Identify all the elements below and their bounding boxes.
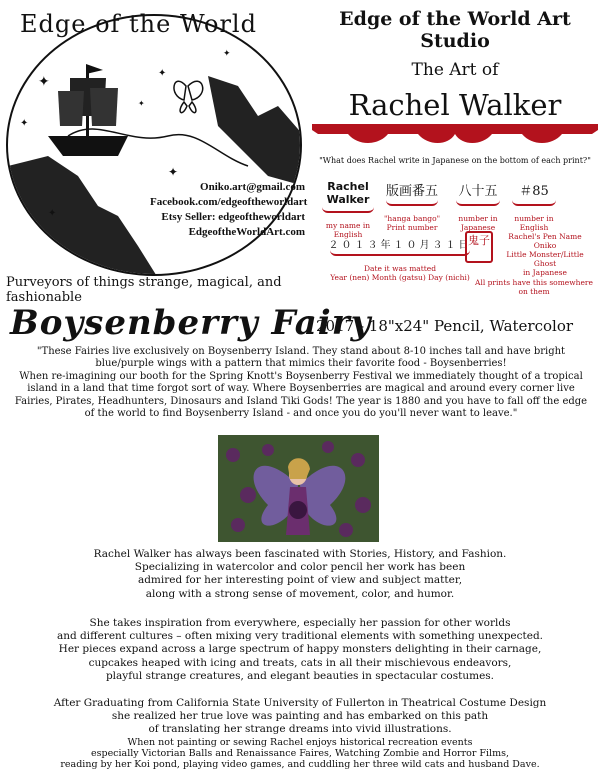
contact-block xyxy=(150,180,308,240)
contact-website[interactable]: EdgeoftheWorldArt.com xyxy=(188,226,305,238)
artist-name: Rachel Walker xyxy=(348,88,562,122)
tagline: Purveyors of things strange, magical, and fashionable xyxy=(6,275,282,305)
legend-item-english-name: Rachel Walker my name in English xyxy=(318,180,378,239)
bio-paragraph-1: Rachel Walker has always been fascinated with Stories, History, and Fashion. Specializing in watercolor and color pencil her work has been admired for her interesting point of view and subject matter, along with a strong sense of movement, color, and humor. xyxy=(93,548,507,600)
svg-text:✦: ✦ xyxy=(168,165,179,179)
land-mass-left xyxy=(8,156,158,276)
land-mass-right xyxy=(208,76,302,186)
svg-text:✦: ✦ xyxy=(223,49,231,59)
butterfly-icon xyxy=(174,81,203,112)
legend-item-japanese-number: 八十五 number in Japanese xyxy=(452,180,504,232)
bio-paragraph-4: When not painting or sewing Rachel enjoys historical recreation events especially Victorian Balls and Renaissance Faires, Watching Zombie and Horror Films, reading by her Koi pond, playing video games, and cuddling her three wild cats and husband Dave. xyxy=(60,737,540,770)
svg-text:✦: ✦ xyxy=(158,68,167,79)
artwork-description: "These Fairies live exclusively on Boysenberry Island. They stand about 8-10 inches tall and have bright blue/purple wings with a pattern that mimics their favorite food - Boysenberries! When re-imagining our booth for the Spring Knott's Boysenberry Festival we immediately thought of a tropical island in a land that time forgot sort of way. Where Boysenberries are magical and around every corner live Fairies, Pirates, Headhunters, Dinosaurs and Island Tiki Gods! The year is 1880 and you have to fall off the edge of the world to find Boysenberry Island - and once you do you'll never want to leave." xyxy=(14,346,588,420)
legend-question: "What does Rachel write in Japanese on the bottom of each print?" xyxy=(319,156,591,165)
legend-item-print-number: 版画番五 "hanga bango" Print number xyxy=(383,184,441,232)
contact-email[interactable]: Oniko.art@gmail.com xyxy=(200,181,305,193)
pen-name-stamp: 鬼子 xyxy=(465,231,493,263)
pen-name-label: Rachel's Pen Name Oniko Little Monster/Little Ghost in Japanese xyxy=(506,232,584,277)
svg-text:✦: ✦ xyxy=(48,208,57,219)
art-of-label: The Art of xyxy=(411,60,499,80)
date-underline xyxy=(330,250,470,256)
date-label: Date it was matted Year (nen) Month (gatsu) Day (nichi) xyxy=(330,264,470,282)
svg-text:✦: ✦ xyxy=(20,118,29,129)
bio-paragraph-2: She takes inspiration from everywhere, especially her passion for other worlds and different cultures – often mixing very traditional elements with something unexpected. Her pieces expand across a large spectrum of happy monsters delighting in their carnage, cupcakes heaped with icing and treats, cats in all their mischievous endeavors, playful strange creatures, and elegant beauties in spectacular costumes. xyxy=(56,617,544,682)
date-value: ２０１３年１０月３１日 xyxy=(328,240,472,251)
all-prints-note: All prints have this somewhere on them xyxy=(475,278,593,296)
artwork-image xyxy=(218,435,379,542)
ship-icon xyxy=(48,64,128,156)
logo-title: Edge of the World xyxy=(20,10,257,38)
artwork-medium: 2017 - 18"x24" Pencil, Watercolor xyxy=(316,317,574,335)
svg-text:✦: ✦ xyxy=(138,99,145,108)
contact-facebook[interactable]: Facebook.com/edgeoftheworldart xyxy=(150,196,308,208)
ornamental-divider xyxy=(312,124,598,148)
artwork-title: Boysenberry Fairy xyxy=(10,303,372,343)
svg-text:✦: ✦ xyxy=(38,74,50,90)
studio-name: Edge of the World Art Studio xyxy=(339,8,571,52)
bio-paragraph-3: After Graduating from California State University of Fullerton in Theatrical Costume Design she realized her true love was painting and has embarked on this path of translating her strange dreams into vivid illustrations. xyxy=(53,697,547,736)
contact-etsy[interactable]: Etsy Seller: edgeoftheworldart xyxy=(161,211,305,223)
legend-item-english-number: ＃85 number in English xyxy=(508,180,560,232)
